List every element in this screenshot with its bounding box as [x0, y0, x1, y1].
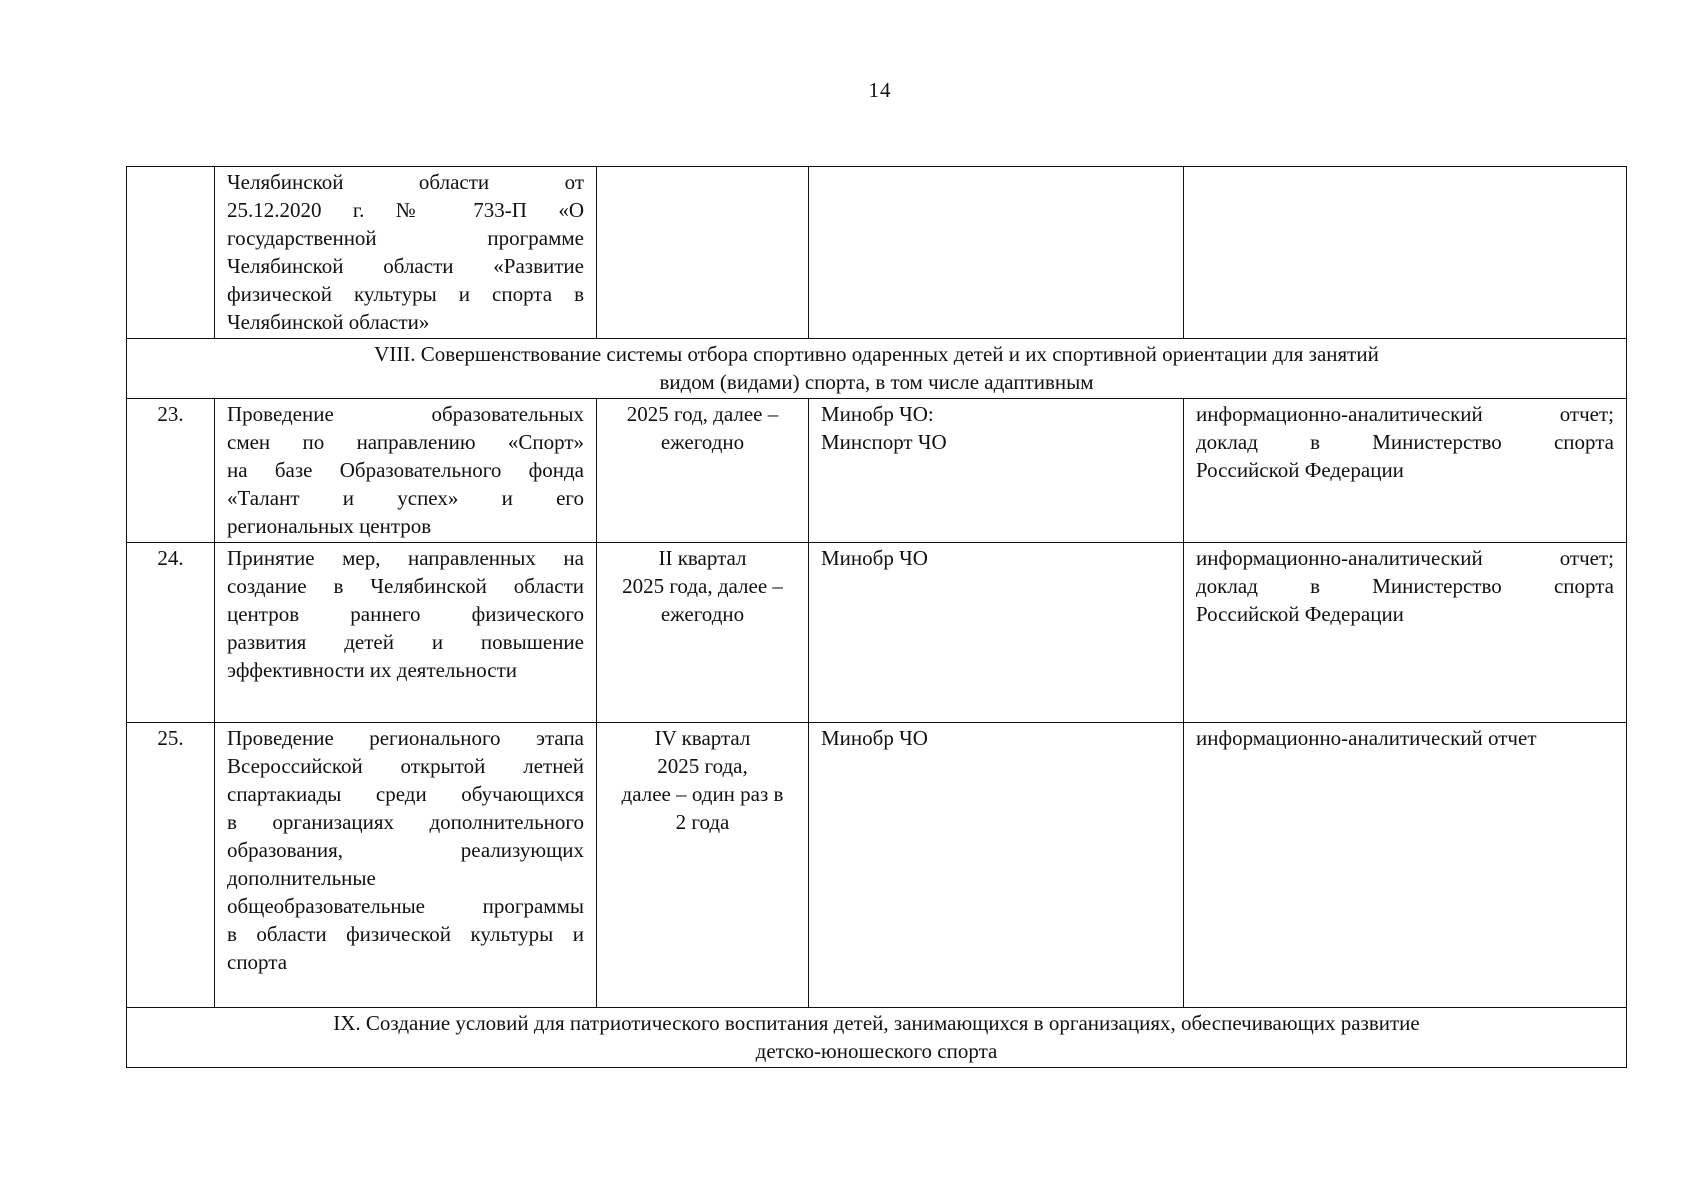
deadline-cell: [597, 399, 809, 543]
text-line: Челябинской области»: [227, 310, 430, 334]
text-line: на базе Образовательного фонда: [227, 458, 584, 482]
text-line: Челябинской области от: [227, 170, 584, 194]
text-line: общеобразовательные программы: [227, 894, 584, 918]
text-line: доклад в Министерство спорта: [1196, 430, 1614, 454]
text-line: информационно-аналитический отчет;: [1196, 546, 1614, 570]
page-number: 14: [868, 78, 892, 102]
text-line: государственной программе: [227, 226, 584, 250]
text-line: развития детей и повышение: [227, 630, 584, 654]
section-header-row: [127, 1008, 1627, 1068]
text-line: дополнительные: [227, 866, 376, 890]
text-line: создание в Челябинской области: [227, 574, 584, 598]
section-header-row: [127, 339, 1627, 399]
row-number-cell: 23.: [127, 399, 215, 543]
result-cell: [1184, 723, 1627, 1008]
text-line: Минобр ЧО: [821, 726, 928, 750]
text-line: II квартал: [658, 546, 747, 570]
result-cell: [1184, 543, 1627, 723]
responsible-cell: [809, 399, 1184, 543]
text-line: IV квартал: [654, 726, 751, 750]
text-line: в области физической культуры и: [227, 922, 584, 946]
text-line: 25.12.2020 г. № 733-П «О: [227, 198, 584, 222]
text-line: спорта: [227, 950, 288, 974]
text-line: Принятие мер, направленных на: [227, 546, 584, 570]
row-number-cell: 24.: [127, 543, 215, 723]
section-title-viii: [127, 339, 1627, 399]
text-line: Российской Федерации: [1196, 602, 1404, 626]
result-cell: [1184, 167, 1627, 339]
continuation-row: [127, 167, 1627, 339]
text-line: Проведение регионального этапа: [227, 726, 584, 750]
text-line: центров раннего физического: [227, 602, 584, 626]
text-line: Всероссийской открытой летней: [227, 754, 584, 778]
text-line: в организациях дополнительного: [227, 810, 584, 834]
text-line: эффективности их деятельности: [227, 658, 518, 682]
text-line: смен по направлению «Спорт»: [227, 430, 584, 454]
activity-cell: [215, 167, 597, 339]
activity-plan-table: [126, 166, 1627, 1068]
text-line: региональных центров: [227, 514, 432, 538]
text-line: образования, реализующих: [227, 838, 584, 862]
text-line: доклад в Министерство спорта: [1196, 574, 1614, 598]
text-line: Российской Федерации: [1196, 458, 1404, 482]
text-line: Проведение образовательных: [227, 402, 584, 426]
text-line: Минобр ЧО: [821, 546, 928, 570]
section-title-line: детско-юношеского спорта: [755, 1039, 998, 1063]
deadline-cell: [597, 543, 809, 723]
responsible-cell: [809, 723, 1184, 1008]
table-row: [127, 399, 1627, 543]
text-line: информационно-аналитический отчет;: [1196, 402, 1614, 426]
deadline-cell: [597, 723, 809, 1008]
text-line: информационно-аналитический отчет: [1196, 726, 1537, 750]
responsible-cell: [809, 543, 1184, 723]
activity-cell: [215, 399, 597, 543]
table-row: [127, 543, 1627, 723]
text-line: спартакиады среди обучающихся: [227, 782, 584, 806]
responsible-cell: [809, 167, 1184, 339]
text-line: Минспорт ЧО: [821, 430, 947, 454]
text-line: 2025 года,: [657, 754, 748, 778]
text-line: 2 года: [675, 810, 730, 834]
row-number-cell: [127, 167, 215, 339]
result-cell: [1184, 399, 1627, 543]
row-number-cell: 25.: [127, 723, 215, 1008]
text-line: Минобр ЧО:: [821, 402, 934, 426]
text-line: Челябинской области «Развитие: [227, 254, 584, 278]
section-title-ix: [127, 1008, 1627, 1068]
text-line: 2025 год, далее –: [626, 402, 779, 426]
section-title-line: видом (видами) спорта, в том числе адаптивным: [659, 370, 1094, 394]
text-line: далее – один раз в: [621, 782, 784, 806]
activity-cell: [215, 543, 597, 723]
text-line: физической культуры и спорта в: [227, 282, 584, 306]
section-title-line: VIII. Совершенствование системы отбора спортивно одаренных детей и их спортивной ориентации для занятий: [374, 342, 1379, 366]
deadline-cell: [597, 167, 809, 339]
text-line: ежегодно: [660, 602, 745, 626]
text-line: «Талант и успех» и его: [227, 486, 584, 510]
text-line: ежегодно: [660, 430, 745, 454]
table-row: [127, 723, 1627, 1008]
activity-cell: [215, 723, 597, 1008]
text-line: 2025 года, далее –: [622, 574, 783, 598]
section-title-line: IX. Создание условий для патриотического воспитания детей, занимающихся в организациях, обеспечивающих развитие: [333, 1011, 1420, 1035]
